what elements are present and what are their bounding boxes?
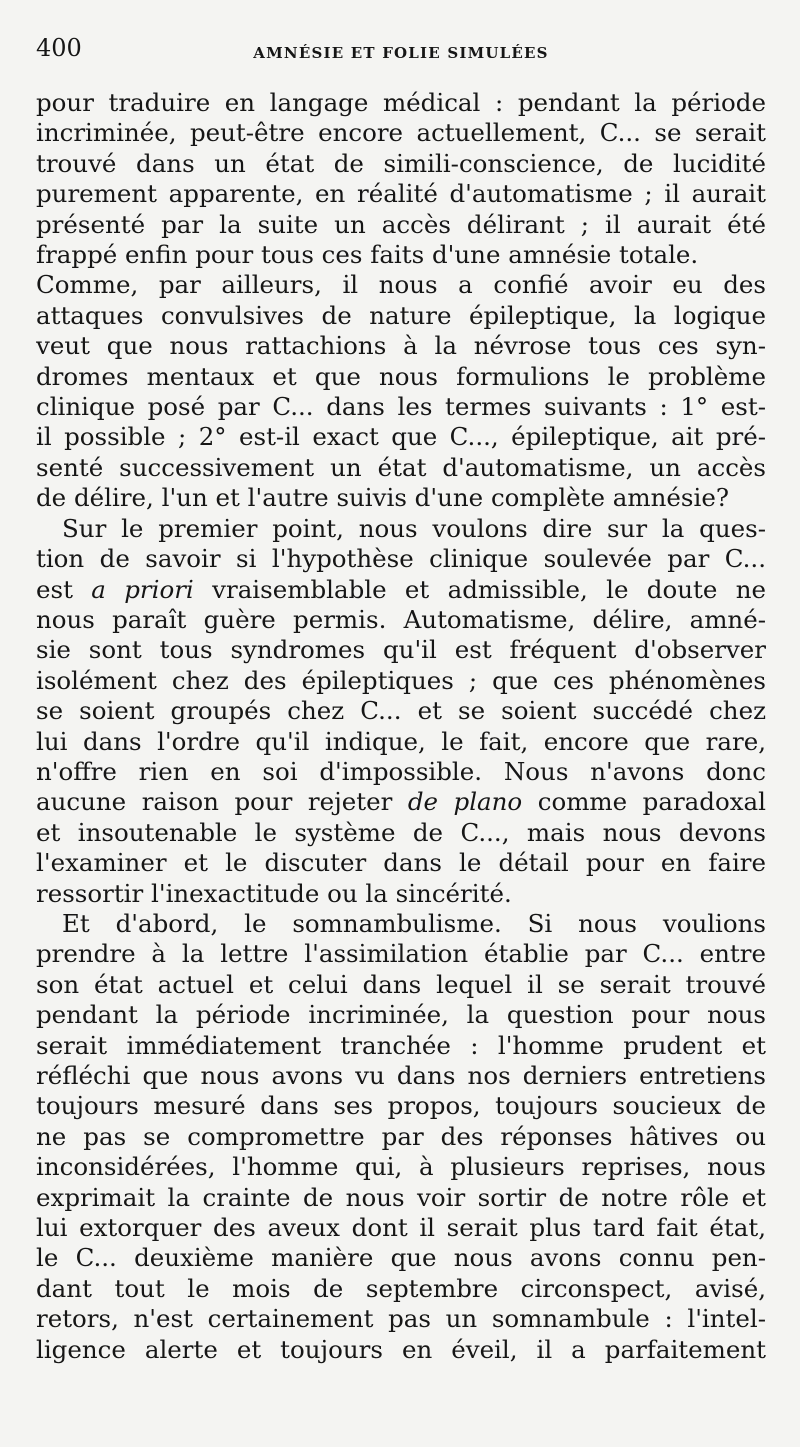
line-segment: aucune raison pour rejeter: [36, 787, 393, 817]
text-line: lui extorquer des aveux dont il serait plus tard fait état,: [36, 1213, 766, 1243]
text-line: son état actuel et celui dans lequel il se serait trouvé: [36, 969, 766, 999]
italic-phrase-de-plano: de plano: [407, 787, 523, 817]
line-segment: comme paradoxal: [537, 787, 766, 817]
text-line: nous paraît guère permis. Automatisme, délire, amné-: [36, 604, 766, 634]
text-line: [36, 575, 766, 605]
text-line: attaques convulsives de nature épileptique, la logique: [36, 300, 766, 330]
italic-phrase-a-priori: a priori: [91, 574, 194, 604]
line-segment: est: [36, 574, 73, 604]
text-line: ligence alerte et toujours en éveil, il a parfaitement: [36, 1334, 766, 1364]
text-line: se soient groupés chez C... et se soient succédé chez: [36, 696, 766, 726]
text-line: le C... deuxième manière que nous avons connu pen-: [36, 1243, 766, 1273]
text-line: toujours mesuré dans ses propos, toujours soucieux de: [36, 1091, 766, 1121]
text-line: et insoutenable le système de C..., mais nous devons: [36, 817, 766, 847]
text-line: sie sont tous syndromes qu'il est fréquent d'observer: [36, 635, 766, 665]
text-line: n'offre rien en soi d'impossible. Nous n'avons donc: [36, 756, 766, 786]
text-line: isolément chez des épileptiques ; que ces phénomènes: [36, 665, 766, 695]
text-line: exprimait la crainte de nous voir sortir de notre rôle et: [36, 1182, 766, 1212]
text-line: présenté par la suite un accès délirant ; il aurait été: [36, 209, 766, 239]
text-line: tion de savoir si l'hypothèse clinique soulevée par C...: [36, 544, 766, 574]
text-line: frappé enfin pour tous ces faits d'une amnésie totale.: [36, 240, 699, 270]
text-line: Comme, par ailleurs, il nous a confié avoir eu des: [36, 270, 766, 300]
body-text: [36, 88, 766, 1365]
text-line: inconsidérées, l'homme qui, à plusieurs reprises, nous: [36, 1152, 766, 1182]
text-line: ressortir l'inexactitude ou la sincérité.: [36, 878, 512, 908]
text-line: senté successivement un état d'automatisme, un accès: [36, 452, 766, 482]
text-line: prendre à la lettre l'assimilation établie par C... entre: [36, 939, 766, 969]
text-line: réfléchi que nous avons vu dans nos derniers entretiens: [36, 1061, 766, 1090]
text-line: purement apparente, en réalité d'automatisme ; il aurait: [36, 179, 766, 209]
text-line: incriminée, peut-être encore actuellement, C... se serait: [36, 118, 766, 148]
text-line: retors, n'est certainement pas un somnambule : l'intel-: [36, 1304, 766, 1334]
text-line: trouvé dans un état de simili-conscience, de lucidité: [36, 148, 766, 178]
page-number: 400: [36, 34, 82, 62]
text-line: pour traduire en langage médical : pendant la période: [36, 88, 766, 117]
text-line: de délire, l'un et l'autre suivis d'une complète amnésie?: [36, 483, 729, 513]
text-line: veut que nous rattachions à la névrose tous ces syn-: [36, 331, 766, 361]
text-line: [36, 787, 766, 817]
text-line: ne pas se compromettre par des réponses hâtives ou: [36, 1121, 766, 1151]
line-segment: vraisemblable et admissible, le doute ne: [212, 574, 766, 604]
text-line: serait immédiatement tranchée : l'homme prudent et: [36, 1030, 766, 1060]
text-line: dant tout le mois de septembre circonspect, avisé,: [36, 1273, 766, 1303]
page-header: [36, 0, 766, 88]
text-line: pendant la période incriminée, la question pour nous: [36, 1000, 766, 1030]
running-title: AMNÉSIE ET FOLIE SIMULÉES: [253, 44, 549, 62]
text-line: Sur le premier point, nous voulons dire sur la ques-: [62, 513, 766, 543]
text-line: clinique posé par C... dans les termes suivants : 1° est-: [36, 392, 766, 422]
text-line: dromes mentaux et que nous formulions le problème: [36, 361, 766, 391]
text-line: lui dans l'ordre qu'il indique, le fait, encore que rare,: [36, 726, 766, 756]
text-line: Et d'abord, le somnambulisme. Si nous voulions: [62, 908, 766, 938]
text-line: il possible ; 2° est-il exact que C..., épileptique, ait pré-: [36, 422, 766, 452]
text-line: l'examiner et le discuter dans le détail pour en faire: [36, 848, 766, 878]
